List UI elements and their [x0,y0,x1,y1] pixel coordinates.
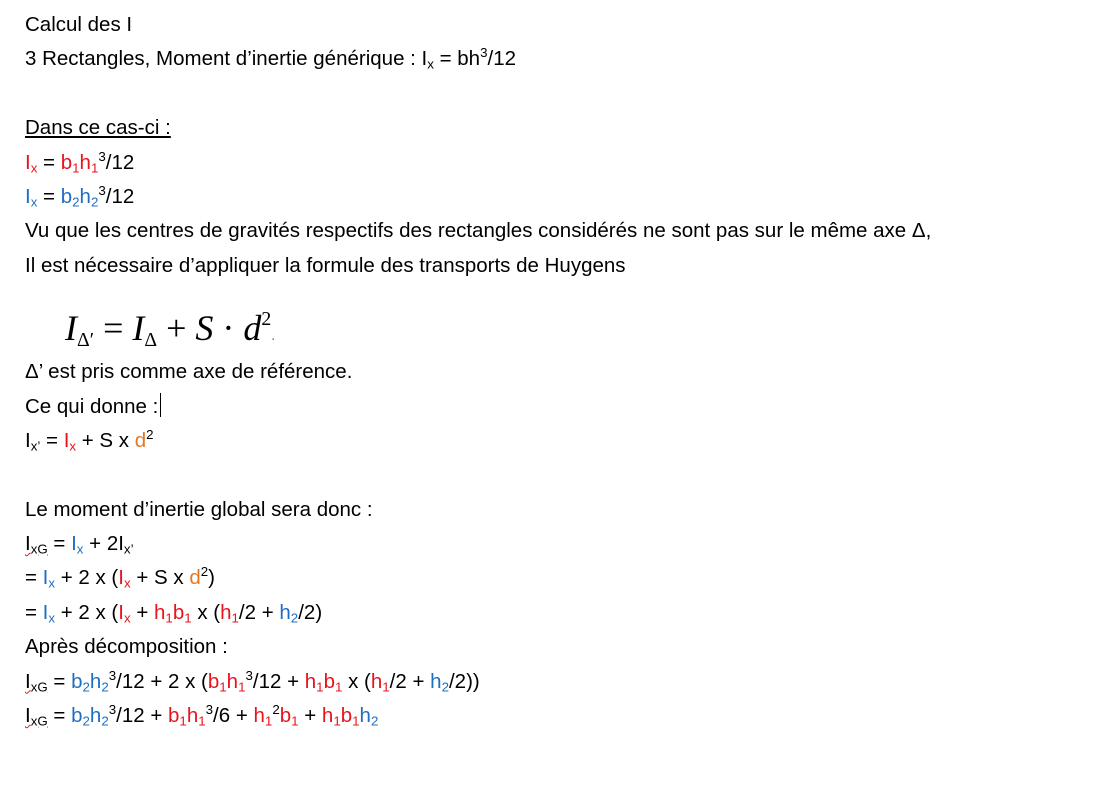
decomposition-heading: Après décomposition : [25,635,228,659]
huygens-formula: $I\Delta' = I\Delta + S \cdot d^2$. [65,307,275,351]
global-heading: Le moment d’inertie global sera donc : [25,497,373,521]
global-line-2: = $I_x + 2$ x ($I_x + S$ x $d^2$) [25,564,215,591]
document-body [25,8,1085,733]
decomposition-line-1: $I_{xG} = b_2h_2^3/12 + 2$ x ($b_1h_1^3/12 + h_1b_1$ x $(h_1/2 + h_2/2)$) [25,667,480,694]
case-heading: Dans ce cas-ci : [25,116,171,140]
generic-inertia-line: 3 Rectangles, Moment d’inertie générique : $I_x = bh^3/12$ [25,45,516,72]
text-cursor [160,393,161,417]
reference-axis-line: Δ’ est pris comme axe de référence. [25,360,353,384]
blank-line [25,458,1085,492]
global-line-1: $I_{xG} = I_x + 2I_{x’}$ [25,532,134,557]
blue-inertia-line: $I_x = b_2h_2^3/12$ [25,182,135,210]
red-inertia-line: $I_x = b_1h_1^3/12$ [25,148,135,175]
transport-line: $I_{x’} = I_x + S$ x $d^2$ [25,426,154,454]
explanation-line-2: Il est nécessaire d’appliquer la formule des transports de Huygens [25,253,626,277]
gives-line: Ce qui donne : [25,390,1085,424]
decomposition-line-2: $I_{xG} = b_2h_2^3/12 + b_1h_1^3/6 + h_1^2b_1 + h_1b_1h_2$ [25,702,379,729]
explanation-line-1: Vu que les centres de gravités respectifs des rectangles considérés ne sont pas sur le même axe Δ, [25,219,932,243]
global-line-3: = $I_x + 2$ x ($I_x + h_1b_1$ x $(h_1/2 + h_2/2)$ [25,600,323,626]
doc-title: Calcul des I [25,13,133,36]
blank-line [25,77,1085,111]
